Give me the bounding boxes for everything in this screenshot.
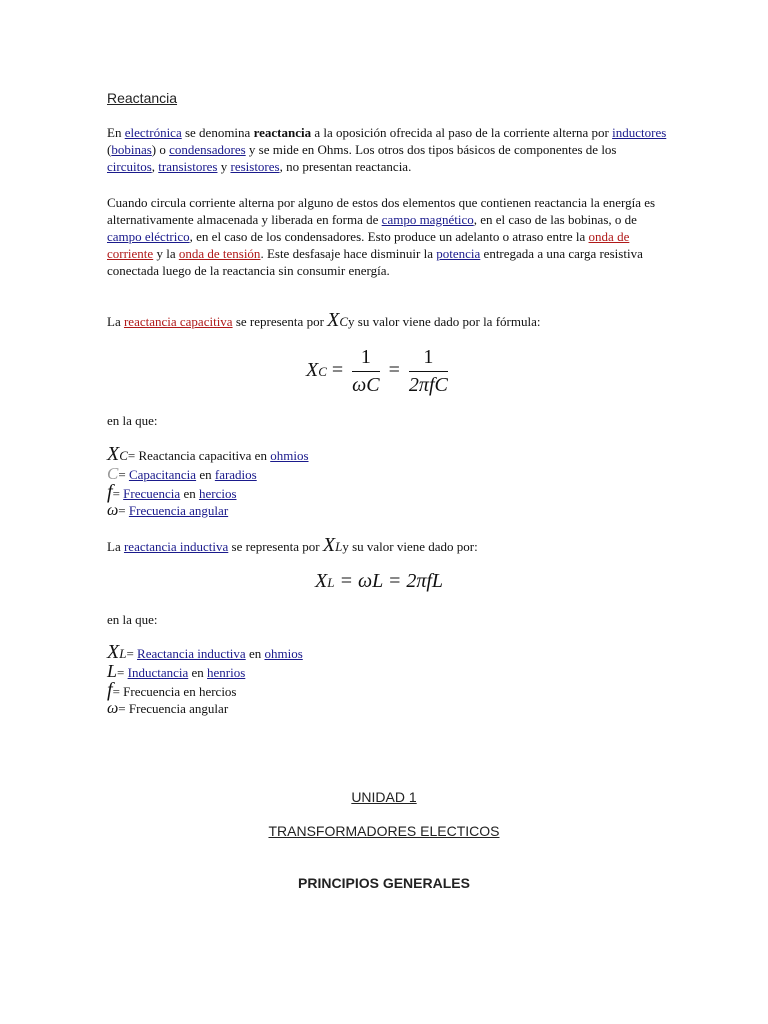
symbol-letter: X [322, 534, 336, 556]
text: se representa por [232, 314, 328, 329]
text: , [151, 159, 159, 174]
text: se representa por [228, 539, 323, 554]
text: = [112, 684, 124, 699]
bold-term: reactancia [253, 125, 312, 140]
link-transistores[interactable]: transistores [158, 159, 218, 174]
text: y [217, 159, 231, 174]
text: = [117, 665, 128, 680]
link-potencia[interactable]: potencia [436, 246, 481, 261]
text: en [196, 467, 215, 482]
symbol-f-icon: f [107, 481, 113, 503]
list-item-omega-2 [107, 700, 228, 718]
formula-lhs-sub: C [318, 364, 327, 380]
link-reactancia-inductiva-2[interactable]: Reactancia inductiva [137, 646, 246, 661]
text: en [188, 665, 208, 680]
paragraph-capacitive [107, 309, 667, 331]
denominator: ωC [352, 374, 380, 396]
symbol-letter: X [327, 309, 340, 331]
link-ohmios[interactable]: ohmios [270, 448, 309, 463]
symbol-omega-icon: ω [107, 502, 119, 519]
symbol-omega-icon: ω [107, 700, 119, 717]
paragraph-intro [107, 124, 667, 175]
symbol-subscript: C [339, 314, 349, 329]
formula-rhs: = ωL = 2πfL [334, 570, 444, 592]
text: a la oposición ofrecida al paso de la corriente alterna por [311, 125, 613, 140]
link-electronica[interactable]: electrónica [124, 125, 182, 140]
symbol-f-icon: f [107, 679, 113, 701]
text: = [112, 486, 124, 501]
text: = [118, 701, 129, 716]
section-heading: PRINCIPIOS GENERALES [298, 875, 470, 891]
text: En [107, 125, 125, 140]
link-reactancia-inductiva[interactable]: reactancia inductiva [123, 539, 229, 554]
symbol-c-icon: C [107, 464, 119, 483]
paragraph-inductive [107, 534, 667, 556]
symbol-subscript: C [119, 448, 128, 463]
section-title: Reactancia [107, 90, 178, 106]
numerator: 1 [409, 346, 448, 372]
fraction-1 [352, 346, 379, 397]
formula-capacitive [306, 346, 452, 397]
link-inductancia[interactable]: Inductancia [127, 665, 189, 680]
link-ohmios-2[interactable]: ohmios [264, 646, 303, 661]
en-la-que-2: en la que: [107, 612, 158, 627]
text: Frecuencia angular [128, 701, 229, 716]
symbol-xc [327, 309, 348, 331]
text: = [126, 646, 138, 661]
list-item-f-2 [107, 679, 237, 702]
text: se denomina [181, 125, 254, 140]
fraction-2 [409, 346, 448, 397]
symbol-xl [323, 534, 342, 556]
list-item-omega [107, 502, 228, 520]
text: La [107, 314, 124, 329]
link-campo-magnetico[interactable]: campo magnético [381, 212, 474, 227]
formula-lhs: X [315, 570, 328, 592]
symbol-xc-icon [107, 443, 128, 465]
symbol-subscript: L [119, 646, 127, 661]
link-capacitancia[interactable]: Capacitancia [128, 467, 197, 482]
text: = [127, 448, 139, 463]
unit-heading: UNIDAD 1 [351, 789, 417, 805]
text: entregada a una carga resistiva conectada luego de la reactancia sin consumir energía. [107, 246, 643, 278]
link-henrios[interactable]: henrios [207, 665, 246, 680]
en-la-que-1: en la que: [107, 413, 158, 428]
link-onda-tension[interactable]: onda de tensión [178, 246, 261, 261]
text: , no presentan reactancia. [279, 159, 412, 174]
list-item-xc [107, 443, 309, 466]
equals: = [388, 359, 400, 382]
text: , en el caso de los condensadores. Esto produce un adelanto o atraso entre la [189, 229, 589, 244]
text: ( [107, 142, 112, 157]
link-bobinas[interactable]: bobinas [111, 142, 152, 157]
denominator: 2πfC [408, 374, 448, 396]
symbol-letter: X [107, 443, 120, 465]
formula-lhs: X [306, 359, 319, 382]
text: en [245, 646, 265, 661]
link-frecuencia-angular[interactable]: Frecuencia angular [128, 503, 229, 518]
text: en [180, 486, 199, 501]
link-circuitos[interactable]: circuitos [107, 159, 152, 174]
link-onda-corriente[interactable]: onda de corriente [107, 229, 630, 261]
text: ) o [151, 142, 170, 157]
text: . Este desfasaje hace disminuir la [260, 246, 437, 261]
link-campo-electrico[interactable]: campo eléctrico [107, 229, 190, 244]
paragraph-energy [107, 194, 663, 279]
link-faradios[interactable]: faradios [214, 467, 257, 482]
text: Cuando circula corriente alterna por alguno de estos dos elementos que contienen reactancia la energía es alternativamente almacenada y liberada en forma de [107, 195, 656, 227]
numerator: 1 [352, 346, 379, 372]
symbol-l-icon: L [107, 661, 118, 681]
link-reactancia-capacitiva[interactable]: reactancia capacitiva [123, 314, 233, 329]
text: y se mide en Ohms. Los otros dos tipos básicos de componentes de los [245, 142, 617, 157]
text: La [107, 539, 124, 554]
list-item-f [107, 481, 237, 504]
formula-inductive [315, 570, 443, 593]
chapter-heading: TRANSFORMADORES ELECTICOS [268, 823, 500, 839]
text: Frecuencia en hercios [123, 684, 237, 699]
symbol-subscript: L [335, 539, 343, 554]
text: y su valor viene dado por la fórmula: [348, 314, 541, 329]
text: , en el caso de las bobinas, o de [473, 212, 637, 227]
link-resistores[interactable]: resistores [230, 159, 280, 174]
text: = [118, 503, 129, 518]
link-frecuencia[interactable]: Frecuencia [123, 486, 181, 501]
symbol-letter: X [107, 641, 120, 663]
link-condensadores[interactable]: condensadores [169, 142, 246, 157]
equals: = [331, 359, 344, 382]
link-hercios[interactable]: hercios [198, 486, 237, 501]
symbol-xl-icon [107, 641, 126, 663]
text: y la [153, 246, 179, 261]
text: y su valor viene dado por: [342, 539, 478, 554]
text: Reactancia capacitiva en [138, 448, 271, 463]
link-inductores[interactable]: inductores [612, 125, 667, 140]
text: = [118, 467, 129, 482]
formula-lhs-sub: L [327, 575, 335, 590]
